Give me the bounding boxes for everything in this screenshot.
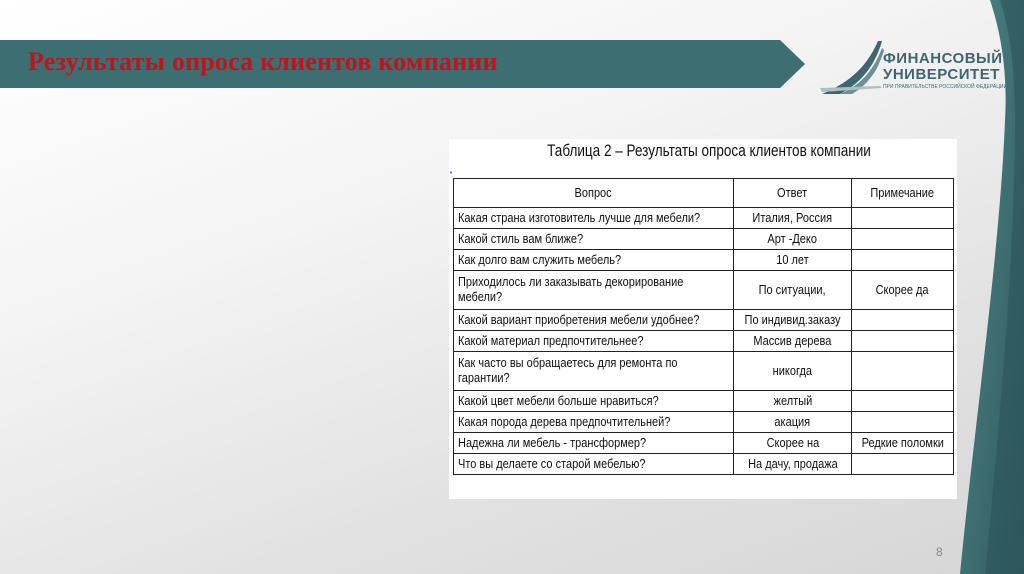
slide-title: Результаты опроса клиентов компании	[28, 47, 498, 76]
answer-cell: акация	[734, 412, 852, 433]
question-cell: Надежна ли мебель - трансформер?	[454, 433, 734, 454]
table-row	[454, 331, 954, 352]
table-row	[454, 433, 954, 454]
logo-text-line1: ФИНАНСОВЫЙ	[883, 50, 1003, 67]
answer-cell: Массив дерева	[734, 331, 852, 352]
table-row	[454, 391, 954, 412]
table-row	[454, 208, 954, 229]
table-row	[454, 454, 954, 475]
table-row	[454, 271, 954, 310]
answer-cell: Скорее на	[734, 433, 852, 454]
note-cell: Скорее да	[852, 271, 954, 310]
table-row	[454, 412, 954, 433]
note-cell	[852, 310, 954, 331]
note-cell	[852, 412, 954, 433]
note-cell	[852, 250, 954, 271]
table-row	[454, 352, 954, 391]
answer-cell: По индивид.заказу	[734, 310, 852, 331]
table-row	[454, 250, 954, 271]
header-note: Примечание	[852, 179, 954, 208]
header-question: Вопрос	[454, 179, 734, 208]
question-cell: Какая порода дерева предпочтительней?	[454, 412, 734, 433]
question-cell: Какой цвет мебели больше нравиться?	[454, 391, 734, 412]
answer-cell: 10 лет	[734, 250, 852, 271]
question-cell: Какая страна изготовитель лучше для мебели?	[454, 208, 734, 229]
survey-table	[453, 178, 954, 475]
logo-text-line2: УНИВЕРСИТЕТ	[883, 66, 1000, 83]
answer-cell: никогда	[734, 352, 852, 391]
table-caption: Таблица 2 – Результаты опроса клиентов компании	[547, 142, 871, 160]
question-cell: Какой материал предпочтительнее?	[454, 331, 734, 352]
question-cell: Как часто вы обращаетесь для ремонта по гарантии?	[454, 352, 734, 391]
answer-cell: По ситуации,	[734, 271, 852, 310]
question-cell: Какой стиль вам ближе?	[454, 229, 734, 250]
note-cell	[852, 208, 954, 229]
table-row	[454, 229, 954, 250]
answer-cell: На дачу, продажа	[734, 454, 852, 475]
note-cell	[852, 454, 954, 475]
question-cell: Какой вариант приобретения мебели удобнее?	[454, 310, 734, 331]
note-cell	[852, 331, 954, 352]
answer-cell: Италия, Россия	[734, 208, 852, 229]
question-cell: Что вы делаете со старой мебелью?	[454, 454, 734, 475]
anchor-icon: •	[449, 169, 454, 177]
note-cell	[852, 352, 954, 391]
question-cell: Приходилось ли заказывать декорирование мебели?	[454, 271, 734, 310]
answer-cell: желтый	[734, 391, 852, 412]
table-row	[454, 310, 954, 331]
table-header-row	[454, 179, 954, 208]
page-number: 8	[936, 545, 943, 559]
note-cell: Редкие поломки	[852, 433, 954, 454]
logo-text-line3: ПРИ ПРАВИТЕЛЬСТВЕ РОССИЙСКОЙ ФЕДЕРАЦИИ	[883, 84, 1008, 90]
answer-cell: Арт -Деко	[734, 229, 852, 250]
header-answer: Ответ	[734, 179, 852, 208]
note-cell	[852, 229, 954, 250]
note-cell	[852, 391, 954, 412]
question-cell: Как долго вам служить мебель?	[454, 250, 734, 271]
